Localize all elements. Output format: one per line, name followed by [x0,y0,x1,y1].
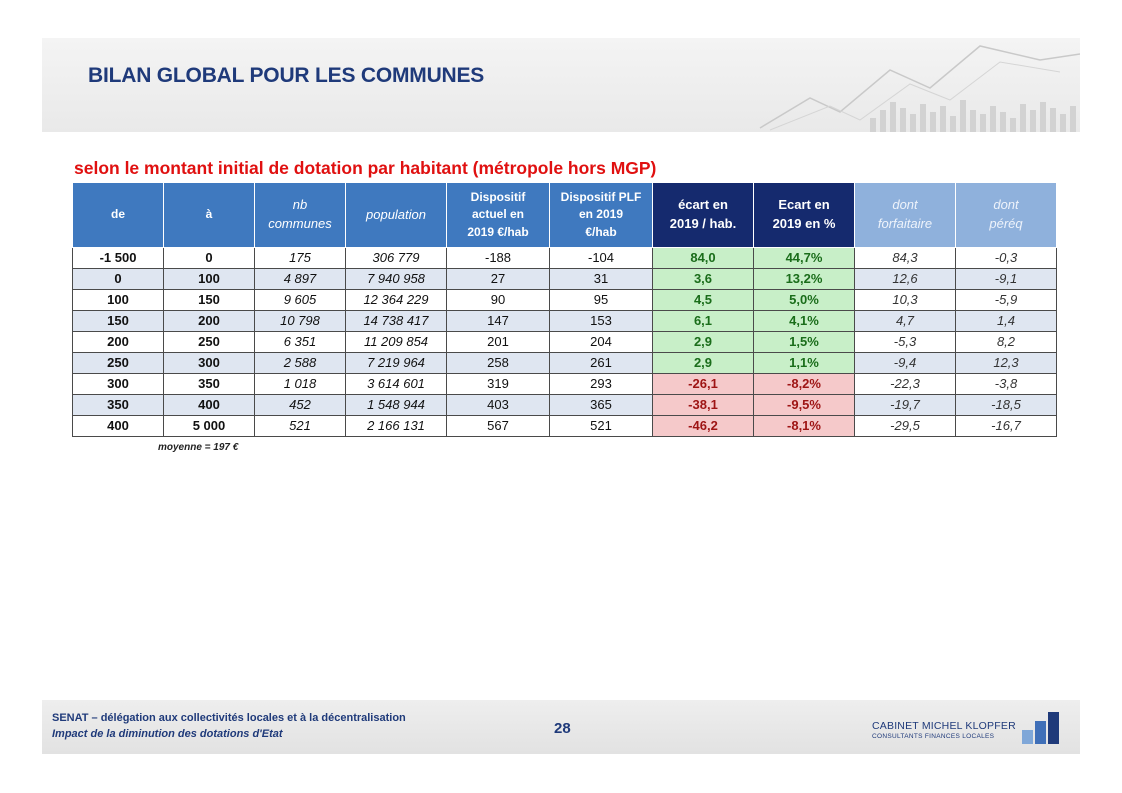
table-row [73,332,1057,353]
cell-forfaitaire: -19,7 [855,395,956,416]
col-header-ecart-pct: Ecart en 2019 en % [754,183,855,248]
average-note: moyenne = 197 € [158,442,239,453]
cell-forfaitaire: -22,3 [855,374,956,395]
cell-plf: 261 [550,353,653,374]
cell-population: 1 548 944 [346,395,447,416]
cell-actuel: -188 [447,248,550,269]
cell-plf: 521 [550,416,653,437]
table-header-row [73,183,1057,248]
cell-population: 12 364 229 [346,290,447,311]
cell-forfaitaire: 10,3 [855,290,956,311]
table-row [73,311,1057,332]
cell-nb: 10 798 [255,311,346,332]
col-header-population: population [346,183,447,248]
cell-ecart: 2,9 [653,353,754,374]
cell-actuel: 201 [447,332,550,353]
cell-ecart: -46,2 [653,416,754,437]
cell-forfaitaire: 84,3 [855,248,956,269]
table-row [73,395,1057,416]
cell-nb: 4 897 [255,269,346,290]
table-row [73,269,1057,290]
col-header-ecart-hab: écart en 2019 / hab. [653,183,754,248]
page-number: 28 [554,720,571,737]
chart-decoration-icon [740,40,1080,132]
cell-de: 350 [73,395,164,416]
cell-actuel: 258 [447,353,550,374]
cell-ecart-pct: 1,1% [754,353,855,374]
cell-pereq: -16,7 [956,416,1057,437]
cell-ecart: -38,1 [653,395,754,416]
cell-plf: 31 [550,269,653,290]
cell-population: 306 779 [346,248,447,269]
cell-pereq: -18,5 [956,395,1057,416]
cell-forfaitaire: -9,4 [855,353,956,374]
cell-de: 0 [73,269,164,290]
cell-population: 7 219 964 [346,353,447,374]
table-row [73,416,1057,437]
cell-actuel: 147 [447,311,550,332]
cell-ecart: -26,1 [653,374,754,395]
cell-nb: 452 [255,395,346,416]
cell-nb: 6 351 [255,332,346,353]
cell-a: 0 [164,248,255,269]
cell-ecart-pct: -9,5% [754,395,855,416]
cell-nb: 175 [255,248,346,269]
cabinet-logo-icon [1020,710,1062,746]
cell-nb: 9 605 [255,290,346,311]
cell-nb: 521 [255,416,346,437]
data-table [72,182,1057,437]
cell-ecart-pct: 5,0% [754,290,855,311]
cell-de: 150 [73,311,164,332]
cell-forfaitaire: 4,7 [855,311,956,332]
col-header-dont-forfaitaire: dont forfaitaire [855,183,956,248]
cell-population: 2 166 131 [346,416,447,437]
page-title: BILAN GLOBAL POUR LES COMMUNES [88,64,485,87]
cell-ecart-pct: -8,2% [754,374,855,395]
cell-a: 300 [164,353,255,374]
cell-a: 400 [164,395,255,416]
cell-plf: 95 [550,290,653,311]
col-header-dont-pereq: dont péréq [956,183,1057,248]
cell-forfaitaire: -5,3 [855,332,956,353]
cell-plf: -104 [550,248,653,269]
col-header-nb-communes: nb communes [255,183,346,248]
cell-pereq: -5,9 [956,290,1057,311]
cell-de: 200 [73,332,164,353]
cell-ecart: 84,0 [653,248,754,269]
cell-pereq: -0,3 [956,248,1057,269]
cell-pereq: 12,3 [956,353,1057,374]
cell-ecart-pct: 13,2% [754,269,855,290]
table-row [73,248,1057,269]
cell-ecart-pct: -8,1% [754,416,855,437]
cabinet-subtitle: CONSULTANTS FINANCES LOCALES [872,733,995,740]
cell-a: 150 [164,290,255,311]
footer-subject-line: Impact de la diminution des dotations d'Etat [52,728,283,740]
cell-pereq: -3,8 [956,374,1057,395]
cell-ecart: 6,1 [653,311,754,332]
col-header-dispositif-actuel: Dispositif actuel en 2019 €/hab [447,183,550,248]
cell-a: 250 [164,332,255,353]
cell-de: 300 [73,374,164,395]
cell-population: 3 614 601 [346,374,447,395]
cell-plf: 153 [550,311,653,332]
cell-pereq: 1,4 [956,311,1057,332]
cell-pereq: -9,1 [956,269,1057,290]
cell-plf: 365 [550,395,653,416]
cabinet-name: CABINET MICHEL KLOPFER [872,720,1016,732]
cell-ecart: 3,6 [653,269,754,290]
footer-source-line: SENAT – délégation aux collectivités locales et à la décentralisation [52,712,406,724]
cell-actuel: 27 [447,269,550,290]
cell-de: 100 [73,290,164,311]
table-subtitle: selon le montant initial de dotation par habitant (métropole hors MGP) [74,158,657,178]
cell-a: 350 [164,374,255,395]
cell-de: 400 [73,416,164,437]
cell-nb: 1 018 [255,374,346,395]
cell-actuel: 403 [447,395,550,416]
cell-actuel: 90 [447,290,550,311]
cell-ecart: 2,9 [653,332,754,353]
cell-plf: 293 [550,374,653,395]
cell-de: -1 500 [73,248,164,269]
cell-ecart-pct: 4,1% [754,311,855,332]
col-header-de: de [73,183,164,248]
cell-ecart-pct: 44,7% [754,248,855,269]
cell-population: 7 940 958 [346,269,447,290]
cell-a: 100 [164,269,255,290]
cell-forfaitaire: -29,5 [855,416,956,437]
cell-nb: 2 588 [255,353,346,374]
cell-actuel: 319 [447,374,550,395]
col-header-dispositif-plf: Dispositif PLF en 2019 €/hab [550,183,653,248]
cell-population: 14 738 417 [346,311,447,332]
table-row [73,374,1057,395]
col-header-a: à [164,183,255,248]
cell-a: 5 000 [164,416,255,437]
table-row [73,290,1057,311]
cell-a: 200 [164,311,255,332]
cell-pereq: 8,2 [956,332,1057,353]
cell-forfaitaire: 12,6 [855,269,956,290]
cell-ecart-pct: 1,5% [754,332,855,353]
cell-actuel: 567 [447,416,550,437]
cell-de: 250 [73,353,164,374]
cell-plf: 204 [550,332,653,353]
cell-population: 11 209 854 [346,332,447,353]
cell-ecart: 4,5 [653,290,754,311]
table-row [73,353,1057,374]
